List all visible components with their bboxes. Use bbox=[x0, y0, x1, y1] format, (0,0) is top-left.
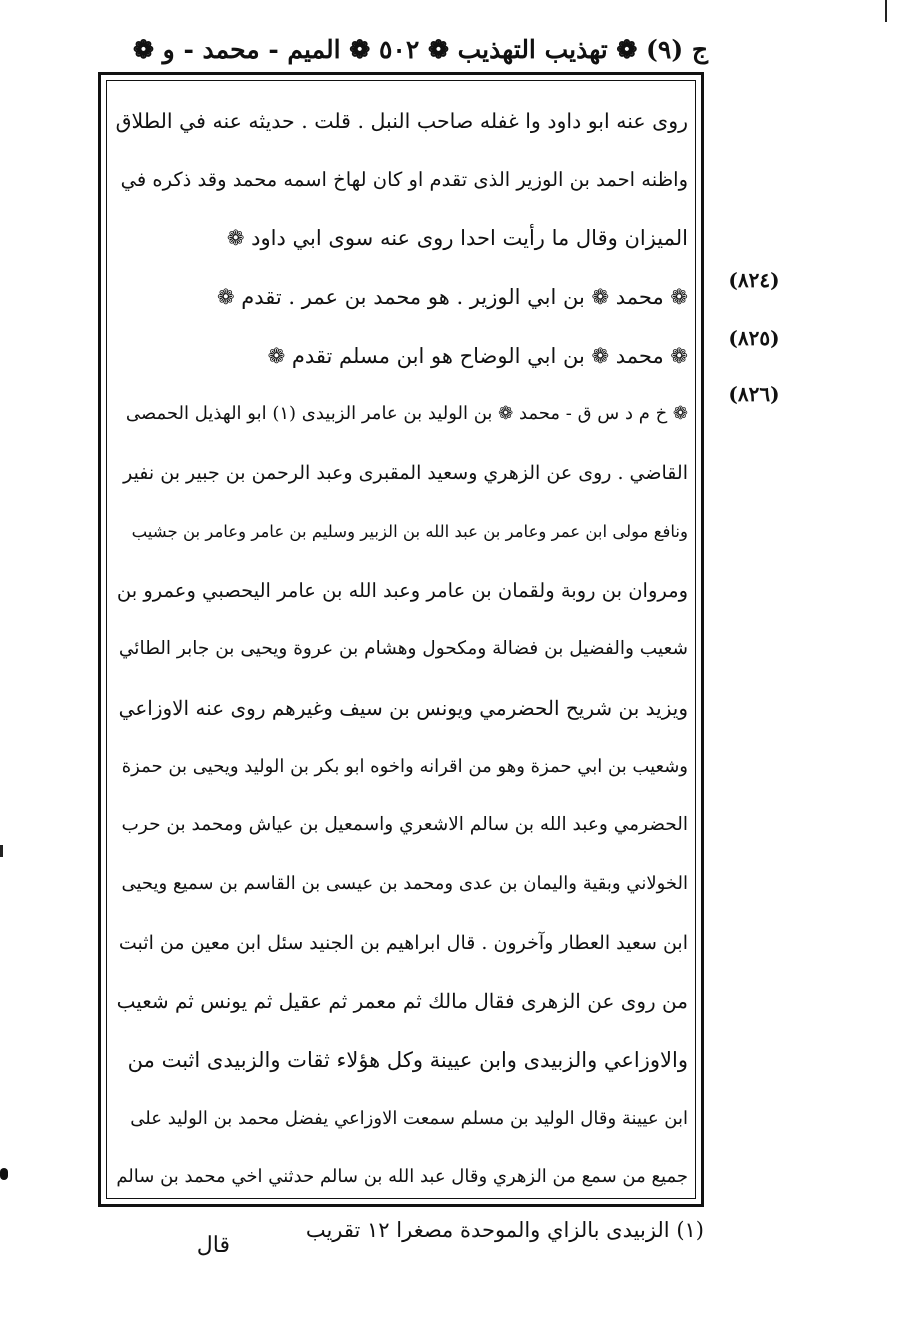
text-line: ابن سعيد العطار وآخرون . قال ابراهيم بن الجنيد سئل ابن معين من اثبت bbox=[118, 931, 688, 954]
entry-number: (٨٢٦) bbox=[728, 382, 780, 406]
text-line: شعيب والفضيل بن فضالة ومكحول وهشام بن عروة ويحيى بن جابر الطائي bbox=[118, 638, 688, 660]
footnote: (١) الزبيدى بالزاي والموحدة مصغرا ١٢ تقريب bbox=[305, 1218, 704, 1242]
scan-mark bbox=[0, 845, 3, 857]
entry-number: (٨٢٤) bbox=[728, 268, 780, 292]
text-line: ❁ محمد ❁ بن ابي الوزير . هو محمد بن عمر . تقدم ❁ bbox=[216, 285, 688, 310]
text-line: القاضي . روى عن الزهري وسعيد المقبرى وعبد الرحمن بن جبير بن نفير bbox=[123, 462, 688, 485]
text-line: جميع من سمع من الزهري وقال عبد الله بن سالم حدثني اخي محمد بن سالم bbox=[116, 1166, 688, 1188]
text-line: واظنه احمد بن الوزير الذى تقدم او كان لهاخ اسمه محمد وقد ذكره في bbox=[120, 167, 688, 191]
text-line: من روى عن الزهرى فقال مالك ثم معمر ثم عقيل ثم يونس ثم شعيب bbox=[116, 989, 688, 1014]
text-line: ويزيد بن شريح الحضرمي ويونس بن سيف وغيرهم روى عنه الاوزاعي bbox=[118, 695, 688, 720]
scan-mark bbox=[0, 1168, 8, 1180]
text-line: ❁ محمد ❁ بن ابي الوضاح هو ابن مسلم تقدم ❁ bbox=[267, 343, 688, 368]
text-line: ونافع مولى ابن عمر وعامر بن عبد الله بن الزبير وسليم بن عامر وعامر بن جشيب bbox=[131, 521, 688, 541]
text-line: والاوزاعي والزبيدى وابن عيينة وكل هؤلاء ثقات والزبيدى اثبت من bbox=[127, 1048, 688, 1072]
main-text bbox=[116, 92, 688, 1207]
text-line: ابن عيينة وقال الوليد بن مسلم سمعت الاوزاعي يفضل محمد بن الوليد على bbox=[130, 1107, 688, 1129]
entry-number: (٨٢٥) bbox=[728, 326, 780, 350]
text-line: الحضرمي وعبد الله بن سالم الاشعري واسمعيل بن عياش ومحمد بن حرب bbox=[121, 814, 688, 836]
text-line: روى عنه ابو داود وا غفله صاحب النبل . قلت . حديثه عنه في الطلاق bbox=[116, 109, 688, 133]
text-line: ومروان بن روبة ولقمان بن عامر وعبد الله بن عامر اليحصبي وعمرو بن bbox=[116, 578, 688, 602]
text-line: الميزان وقال ما رأيت احدا روى عنه سوى ابي داود ❁ bbox=[226, 226, 688, 251]
edge-rule bbox=[885, 0, 887, 22]
text-line: وشعيب بن ابي حمزة وهو من اقرانه واخوه ابو بكر بن الوليد ويحيى بن حمزة bbox=[121, 755, 688, 777]
catchword: قال bbox=[196, 1233, 230, 1258]
text-line: ❁ خ م د س ق - محمد ❁ بن الوليد بن عامر الزبيدى (١) ابو الهذيل الحمصى bbox=[125, 403, 688, 425]
running-head: ج (٩) ❁ تهذيب التهذيب ❁ ٥٠٢ ❁ الميم - محمد - و ❁ bbox=[133, 35, 708, 64]
text-line: الخولاني وبقية واليمان بن عدى ومحمد بن عيسى بن القاسم بن سميع ويحيى bbox=[121, 872, 688, 894]
